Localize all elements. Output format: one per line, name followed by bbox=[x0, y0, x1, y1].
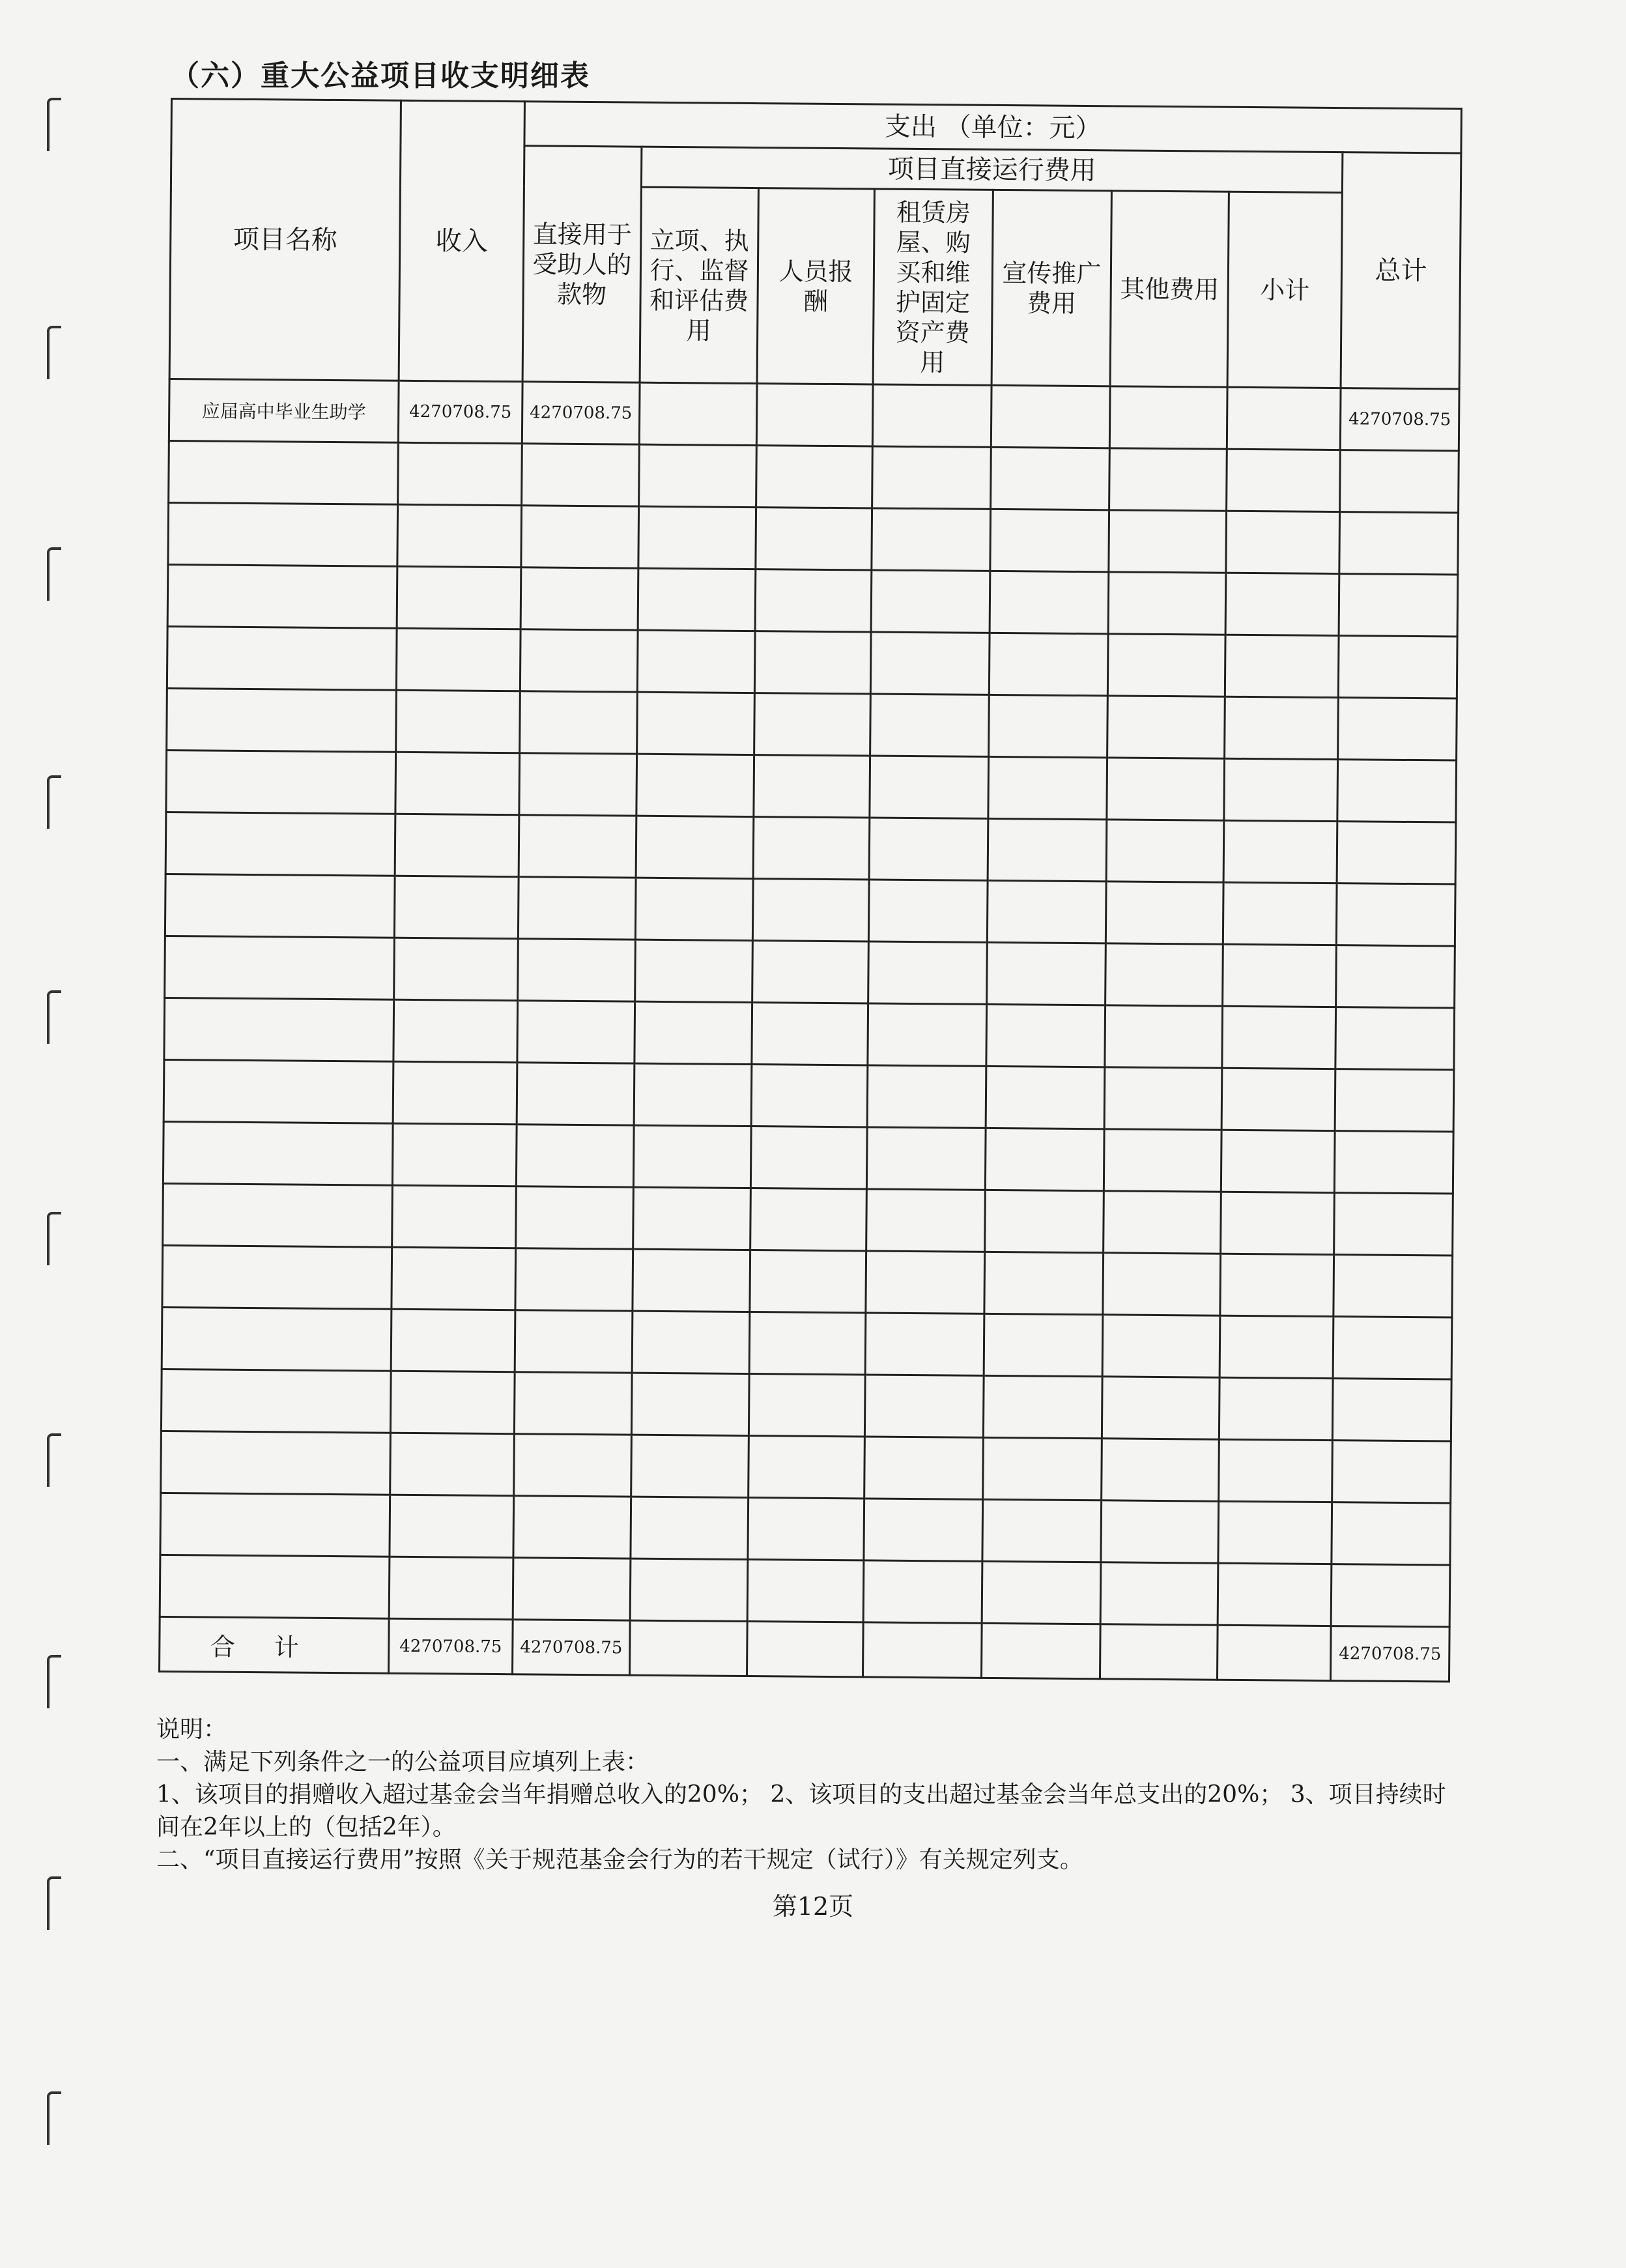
header-rent-purchase: 租赁房屋、购买和维护固定资产费用 bbox=[873, 189, 993, 385]
total-income: 4270708.75 bbox=[389, 1618, 513, 1674]
binding-hole bbox=[47, 2091, 61, 2145]
header-staff-pay: 人员报酬 bbox=[757, 188, 874, 384]
row-direct: 4270708.75 bbox=[522, 382, 640, 444]
header-direct-to-beneficiary: 直接用于受助人的款物 bbox=[522, 146, 642, 382]
total-total: 4270708.75 bbox=[1330, 1626, 1449, 1682]
page-number: 第12页 bbox=[772, 1892, 854, 1921]
binding-hole bbox=[47, 547, 61, 601]
binding-hole bbox=[47, 326, 61, 379]
total-direct: 4270708.75 bbox=[513, 1620, 631, 1675]
header-publicity: 宣传推广费用 bbox=[991, 190, 1111, 386]
notes-heading: 说明： bbox=[156, 1716, 227, 1743]
notes-line-1: 一、满足下列条件之一的公益项目应填列上表： bbox=[156, 1749, 649, 1775]
notes-line-3: 二、“项目直接运行费用”按照《关于规范基金会行为的若干规定（试行）》有关规定列支。 bbox=[156, 1846, 1083, 1873]
page-title: （六）重大公益项目收支明细表 bbox=[171, 59, 590, 93]
binding-hole bbox=[47, 98, 61, 151]
binding-hole bbox=[47, 1655, 61, 1708]
header-income: 收入 bbox=[399, 100, 524, 381]
header-expense-group: 支出 （单位：元） bbox=[524, 102, 1462, 153]
binding-hole bbox=[47, 1433, 61, 1487]
binding-hole bbox=[47, 1212, 61, 1265]
binding-hole bbox=[47, 775, 61, 829]
header-other: 其他费用 bbox=[1110, 191, 1229, 387]
header-direct-operating-cost: 项目直接运行费用 bbox=[641, 147, 1342, 192]
table-row bbox=[169, 379, 1459, 451]
header-subtotal: 小计 bbox=[1227, 192, 1342, 388]
row-project-name: 应届高中毕业生助学 bbox=[169, 379, 399, 442]
row-income: 4270708.75 bbox=[398, 380, 522, 443]
header-project-name: 项目名称 bbox=[169, 99, 401, 381]
total-row bbox=[160, 1616, 1450, 1682]
total-label: 合计 bbox=[160, 1616, 390, 1673]
project-income-expense-table bbox=[158, 98, 1462, 1683]
binding-hole bbox=[47, 990, 61, 1044]
notes-section bbox=[156, 1714, 1466, 1876]
header-total: 总计 bbox=[1341, 152, 1461, 389]
notes-line-2: 1、该项目的捐赠收入超过基金会当年捐赠总收入的20%； 2、该项目的支出超过基金会当年总支出的20%； 3、项目持续时间在2年以上的（包括2年）。 bbox=[156, 1781, 1446, 1841]
header-setup-execution: 立项、执行、监督和评估费用 bbox=[640, 187, 758, 383]
row-total: 4270708.75 bbox=[1340, 388, 1459, 451]
